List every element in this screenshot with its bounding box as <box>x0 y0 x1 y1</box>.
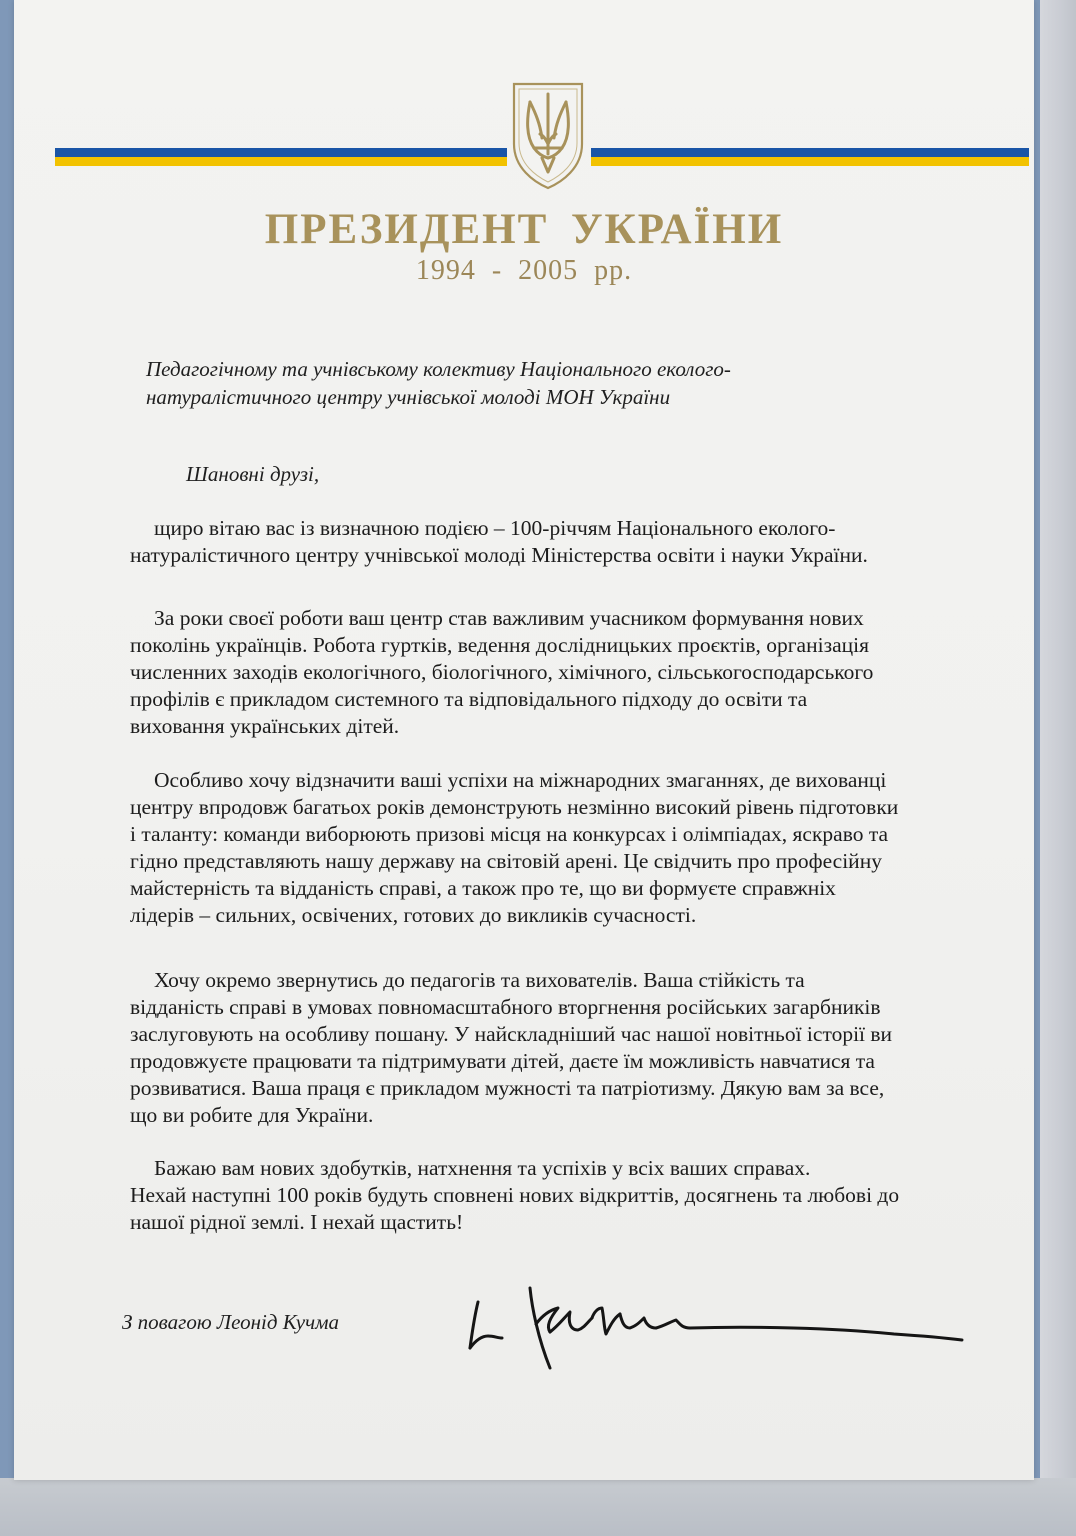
paragraph-2 <box>130 605 1030 740</box>
text-line: що ви робите для України. <box>130 1103 374 1127</box>
text-line: Нехай наступні 100 років будуть сповнені нових відкриттів, досягнень та любові до <box>130 1183 900 1207</box>
text-line: нашої рідної землі. І нехай щастить! <box>130 1210 464 1234</box>
text-line: заслуговують на особливу пошану. У найскладніший час нашої новітньої історії ви <box>130 1022 893 1046</box>
text-line: За роки своєї роботи ваш центр став важливим учасником формування нових <box>154 606 864 630</box>
text-line: щиро вітаю вас із визначною подією – 100-річчям Національного еколого- <box>154 516 836 540</box>
text-line: лідерів – сильних, освічених, готових до викликів сучасності. <box>130 903 697 927</box>
addressee-block <box>146 355 966 411</box>
text-line: центру впродовж багатьох років демонструють незмінно високий рівень підготовки <box>130 795 899 819</box>
text-line: натуралістичного центру учнівської молоді Міністерства освіти і науки України. <box>130 543 868 567</box>
text-line: майстерність та відданість справі, а також про те, що ви формуєте справжніх <box>130 876 836 900</box>
flag-stripe-left <box>55 148 507 166</box>
text-line: Бажаю вам нових здобутків, натхнення та успіхів у всіх ваших справах. <box>154 1156 811 1180</box>
text-line: продовжуєте працювати та підтримувати дітей, даєте їм можливість навчатися та <box>130 1049 875 1073</box>
text-line: розвиватися. Ваша праця є прикладом мужності та патріотизму. Дякую вам за все, <box>130 1076 885 1100</box>
letterhead-years: 1994 - 2005 рр. <box>415 255 633 286</box>
closing-regards: З повагою Леонід Кучма <box>122 1310 340 1334</box>
salutation: Шановні друзі, <box>186 462 320 486</box>
paragraph-1 <box>130 515 1030 569</box>
text-line: виховання українських дітей. <box>130 714 400 738</box>
text-line: численних заходів екологічного, біологічного, хімічного, сільськогосподарського <box>130 660 874 684</box>
background-wall-right <box>1040 0 1076 1536</box>
letterhead-title: ПРЕЗИДЕНТ УКРАЇНИ <box>264 206 784 253</box>
background-surface-bottom <box>0 1478 1076 1536</box>
addressee-line: Педагогічному та учнівському колективу Національного еколого- <box>146 357 731 381</box>
trident-coat-of-arms-icon <box>500 78 596 190</box>
paragraph-3 <box>130 767 1030 929</box>
text-line: Особливо хочу відзначити ваші успіхи на міжнародних змаганнях, де вихованці <box>154 768 887 792</box>
addressee-line: натуралістичного центру учнівської молоді МОН України <box>146 385 671 409</box>
text-line: відданість справі в умовах повномасштабного вторгнення російських загарбників <box>130 995 881 1019</box>
text-line: Хочу окремо звернутись до педагогів та вихователів. Ваша стійкість та <box>154 968 805 992</box>
handwritten-signature <box>454 1278 974 1378</box>
text-line: і таланту: команди виборюють призові місця на конкурсах і олімпіадах, яскраво та <box>130 822 889 846</box>
paragraph-4 <box>130 967 1030 1129</box>
flag-stripe-right <box>591 148 1029 166</box>
letter-page <box>14 0 1034 1480</box>
text-line: профілів є прикладом системного та відповідального підходу до освіти та <box>130 687 808 711</box>
paragraph-5 <box>130 1155 1030 1236</box>
text-line: гідно представляють нашу державу на світовій арені. Це свідчить про професійну <box>130 849 882 873</box>
text-line: поколінь українців. Робота гуртків, ведення дослідницьких проєктів, організація <box>130 633 869 657</box>
